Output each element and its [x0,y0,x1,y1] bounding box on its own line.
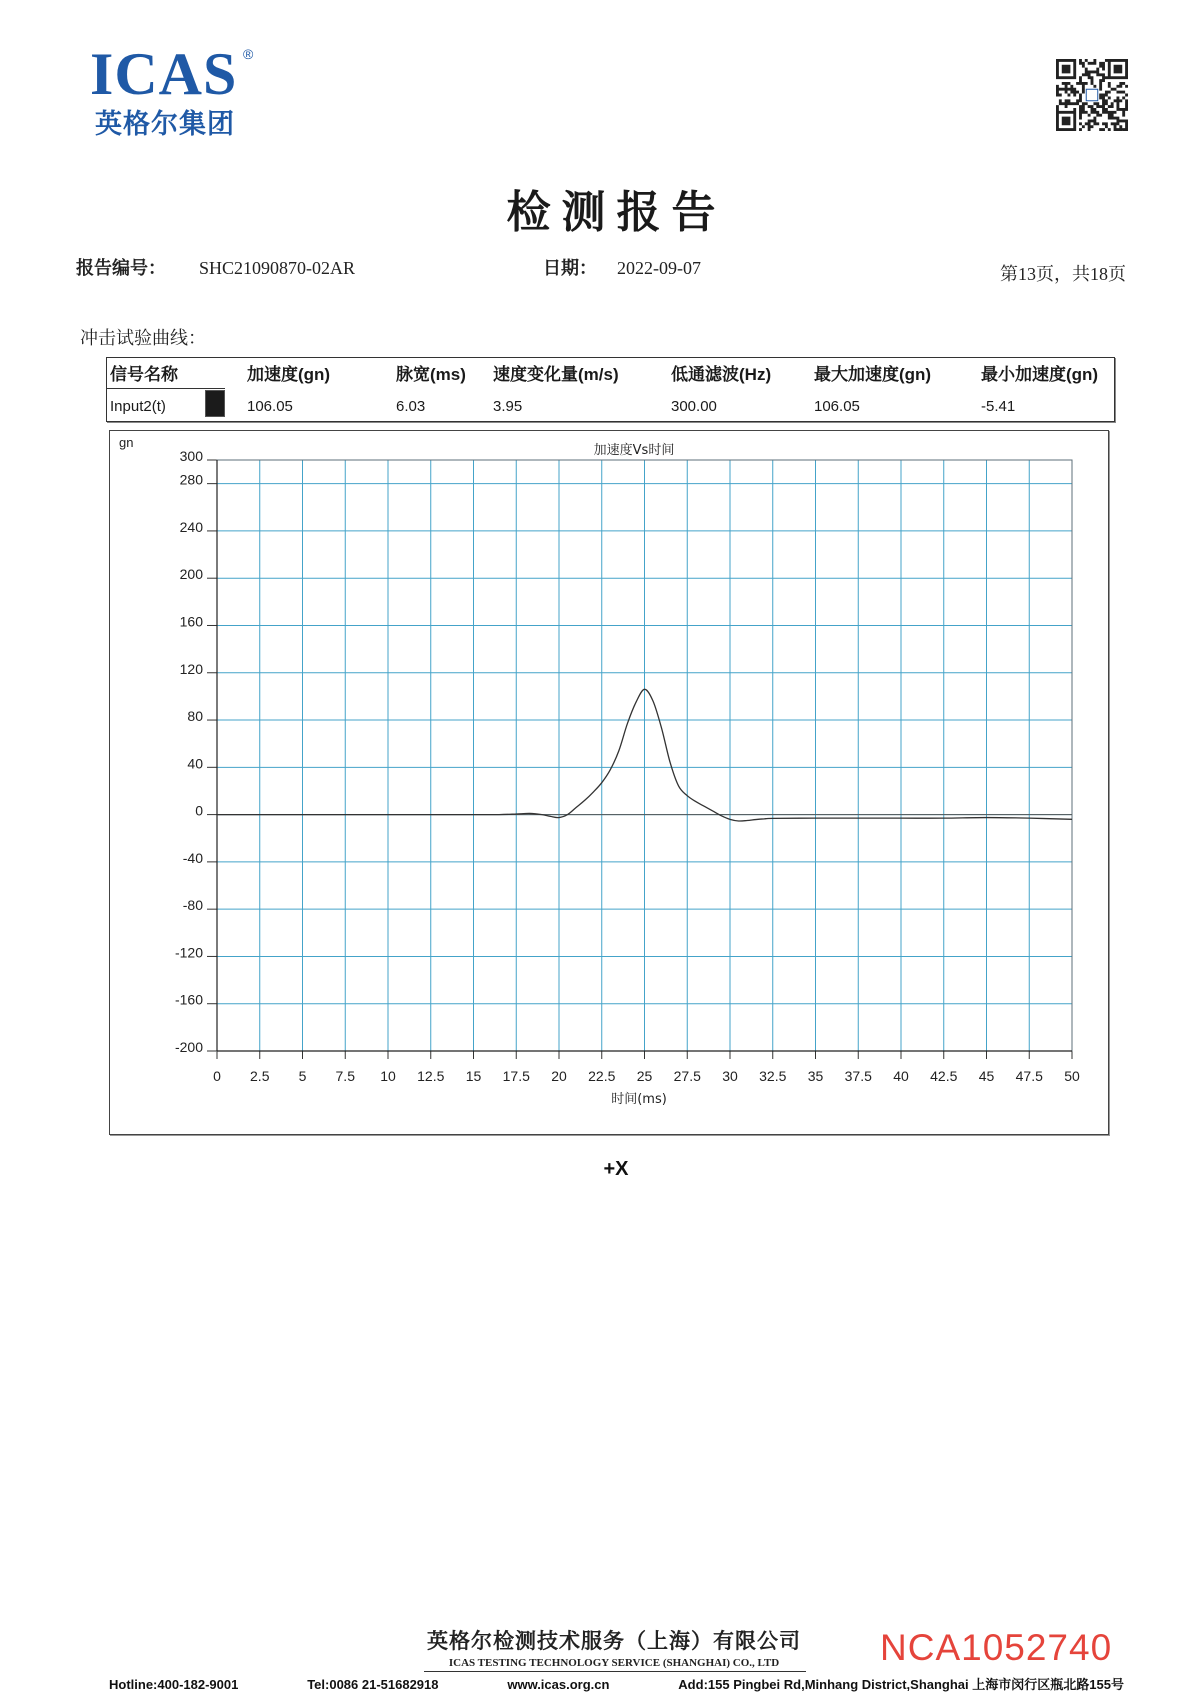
y-tick-label: 280 [179,471,203,488]
summary-table [106,357,1115,422]
qr-center-logo [1086,89,1098,101]
report-date: 2022-09-07 [617,258,701,278]
x-tick-label: 12.5 [417,1068,445,1084]
x-tick-label: 2.5 [250,1068,270,1084]
chart-x-axis-label: 时间(ms) [611,1092,667,1107]
y-tick-label: 40 [187,755,203,772]
header-pulse-width: 脉宽(ms) [396,365,466,384]
date-label: 日期： [543,258,597,278]
chart-y-axis-label: gn [119,435,134,450]
x-tick-label: 32.5 [759,1068,787,1084]
serial-number: NCA1052740 [880,1627,1113,1668]
header-min-acceleration: 最小加速度(gn) [981,365,1099,384]
page-info: 第13页，共18页 [1000,264,1126,284]
y-tick-label: -160 [174,991,203,1008]
x-tick-label: 15 [465,1068,482,1084]
x-tick-label: 20 [551,1068,567,1084]
address: Add:155 Pingbei Rd,Minhang District,Shanghai 上海市闵行区瓶北路155号 [678,1677,1124,1692]
cell-low-pass-filter: 300.00 [671,398,717,415]
page-title: 检 测 报 告 [506,188,716,237]
qr-code-icon [1056,59,1128,131]
x-tick-label: 30 [722,1068,738,1084]
x-tick-label: 37.5 [844,1068,872,1084]
x-tick-label: 22.5 [588,1068,616,1084]
chart-title: 加速度Vs时间 [593,443,675,458]
registered-mark: ® [243,46,254,62]
cell-max-acceleration: 106.05 [814,398,860,415]
x-tick-label: 5 [298,1068,307,1084]
test-axis-direction: +X [603,1158,629,1180]
y-tick-label: 80 [187,708,203,725]
x-tick-label: 17.5 [502,1068,530,1084]
hotline: Hotline:400-182-9001 [109,1677,239,1692]
y-tick-label: -40 [182,849,203,866]
y-tick-label: -120 [174,944,203,961]
header-acceleration: 加速度(gn) [247,365,331,384]
report-number-label: 报告编号： [76,258,166,278]
website: www.icas.org.cn [507,1677,610,1692]
company-name-english: ICAS TESTING TECHNOLOGY SERVICE (SHANGHAI) CO., LTD [448,1657,780,1669]
x-tick-label: 0 [213,1068,221,1084]
telephone: Tel:0086 21-51682918 [307,1677,439,1692]
logo-wordmark: ICAS [90,41,238,107]
cell-pulse-width: 6.03 [396,398,426,415]
x-tick-label: 35 [807,1068,824,1084]
x-tick-label: 25 [636,1068,653,1084]
x-tick-label: 50 [1064,1068,1080,1084]
company-name-chinese: 英格尔检测技术服务（上海）有限公司 [427,1629,801,1653]
chart-canvas [110,431,1110,1136]
header-signal-name: 信号名称 [110,365,178,384]
logo-chinese-name: 英格尔集团 [95,109,235,140]
report-number: SHC21090870-02AR [199,258,356,278]
x-tick-label: 27.5 [673,1068,701,1084]
y-tick-label: 200 [179,566,203,583]
header-underline [107,388,225,389]
contact-line [109,1677,1124,1693]
y-tick-label: -200 [174,1039,203,1055]
y-tick-label: 240 [179,518,203,535]
cell-velocity-change: 3.95 [493,398,523,415]
cell-acceleration: 106.05 [247,398,293,415]
y-tick-label: 300 [179,448,203,464]
y-tick-label: 120 [179,660,203,677]
signal-color-swatch [205,390,225,417]
header-max-acceleration: 最大加速度(gn) [814,365,932,384]
footer-divider [424,1671,806,1672]
header-velocity-change: 速度变化量(m/s) [493,365,619,384]
header-low-pass-filter: 低通滤波(Hz) [671,365,772,384]
y-tick-label: 0 [195,802,203,819]
cell-min-acceleration: -5.41 [981,398,1016,415]
x-tick-label: 45 [978,1068,995,1084]
acceleration-chart [109,430,1109,1135]
x-tick-label: 47.5 [1015,1068,1043,1084]
section-label: 冲击试验曲线： [80,328,206,348]
x-tick-label: 40 [893,1068,909,1084]
x-tick-label: 7.5 [335,1068,355,1084]
x-tick-label: 42.5 [930,1068,958,1084]
x-tick-label: 10 [380,1068,396,1084]
y-tick-label: 160 [179,613,203,630]
cell-signal-name: Input2(t) [110,398,166,415]
y-tick-label: -80 [182,897,203,914]
